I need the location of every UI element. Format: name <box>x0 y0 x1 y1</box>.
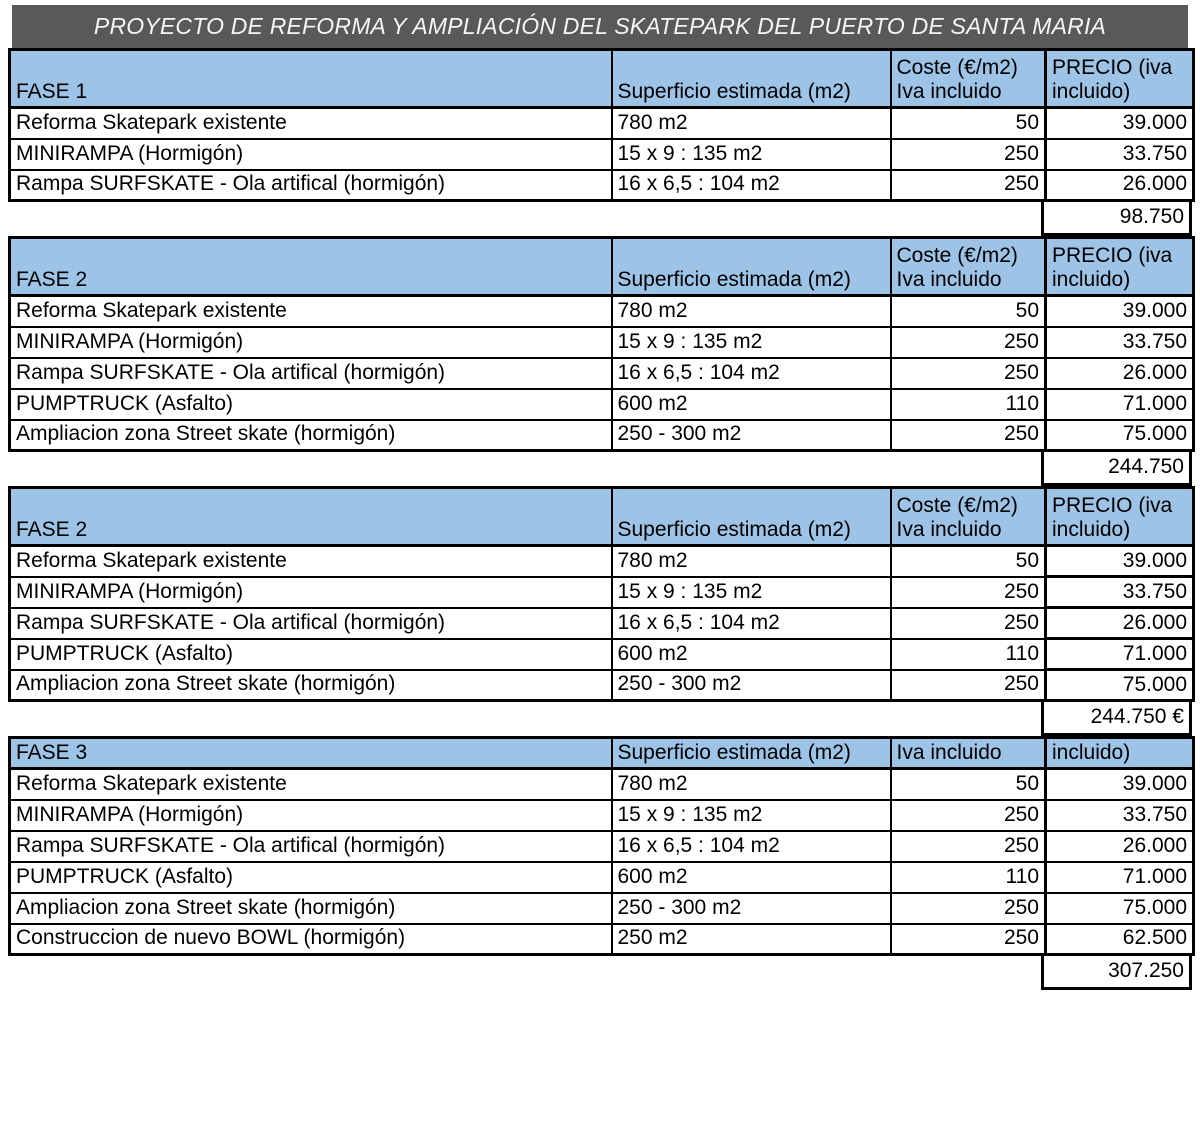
cell-superficie: 780 m2 <box>612 108 891 139</box>
header-precio: incluido) <box>1046 738 1194 769</box>
document-title: PROYECTO DE REFORMA Y AMPLIACIÓN DEL SKATEPARK DEL PUERTO DE SANTA MARIA <box>93 13 1107 39</box>
cell-precio: 33.750 <box>1046 327 1194 358</box>
cell-precio: 75.000 <box>1046 420 1194 451</box>
header-superficie: Superficio estimada (m2) <box>612 238 891 296</box>
table-row <box>10 862 1194 893</box>
table-row <box>10 831 1194 862</box>
cell-desc: Reforma Skatepark existente <box>10 769 612 800</box>
cell-coste: 250 <box>891 924 1046 955</box>
cell-superficie: 780 m2 <box>612 769 891 800</box>
fase1-table <box>8 48 1195 202</box>
cell-coste: 250 <box>891 170 1046 201</box>
fase2b-table <box>8 486 1195 702</box>
fase2-total: 244.750 <box>1041 452 1192 486</box>
cell-coste: 250 <box>891 420 1046 451</box>
cell-coste: 250 <box>891 577 1046 608</box>
table-row <box>10 327 1194 358</box>
cell-superficie: 600 m2 <box>612 862 891 893</box>
table-row <box>10 420 1194 451</box>
fase3-total-row <box>8 956 1192 990</box>
cell-desc: PUMPTRUCK (Asfalto) <box>10 389 612 420</box>
header-precio: PRECIO (iva incluido) <box>1046 238 1194 296</box>
cell-precio: 71.000 <box>1046 389 1194 420</box>
header-coste: Coste (€/m2) Iva incluido <box>891 50 1046 108</box>
fase2-table <box>8 236 1195 452</box>
cell-precio: 39.000 <box>1046 296 1194 327</box>
cell-desc: Ampliacion zona Street skate (hormigón) <box>10 420 612 451</box>
cell-superficie: 16 x 6,5 : 104 m2 <box>612 608 891 639</box>
table-row <box>10 577 1194 608</box>
cell-desc: Rampa SURFSKATE - Ola artifical (hormigón) <box>10 170 612 201</box>
table-row <box>10 800 1194 831</box>
table-row <box>10 546 1194 577</box>
cell-precio: 39.000 <box>1046 108 1194 139</box>
cell-superficie: 780 m2 <box>612 296 891 327</box>
cell-superficie: 780 m2 <box>612 546 891 577</box>
cell-coste: 250 <box>891 670 1046 701</box>
cell-precio: 26.000 <box>1046 358 1194 389</box>
table-header-row <box>10 238 1194 296</box>
cell-coste: 250 <box>891 800 1046 831</box>
cell-desc: Ampliacion zona Street skate (hormigón) <box>10 893 612 924</box>
cell-precio: 33.750 <box>1046 139 1194 170</box>
cell-precio: 62.500 <box>1046 924 1194 955</box>
fase1-total-row <box>8 202 1192 236</box>
cell-superficie: 16 x 6,5 : 104 m2 <box>612 358 891 389</box>
cell-coste: 250 <box>891 893 1046 924</box>
fase3-table <box>8 736 1195 956</box>
cell-precio: 75.000 <box>1046 670 1194 701</box>
cell-precio: 26.000 <box>1046 831 1194 862</box>
fase3-total: 307.250 <box>1041 956 1192 990</box>
cell-desc: Reforma Skatepark existente <box>10 296 612 327</box>
cell-desc: Rampa SURFSKATE - Ola artifical (hormigón) <box>10 608 612 639</box>
cell-precio: 71.000 <box>1046 639 1194 670</box>
cell-coste: 250 <box>891 327 1046 358</box>
table-row <box>10 139 1194 170</box>
table-row <box>10 296 1194 327</box>
cell-superficie: 600 m2 <box>612 389 891 420</box>
table-row <box>10 639 1194 670</box>
cell-superficie: 16 x 6,5 : 104 m2 <box>612 170 891 201</box>
document-title-bar <box>12 5 1188 48</box>
cell-superficie: 15 x 9 : 135 m2 <box>612 577 891 608</box>
cell-precio: 75.000 <box>1046 893 1194 924</box>
cell-coste: 50 <box>891 769 1046 800</box>
header-superficie: Superficio estimada (m2) <box>612 50 891 108</box>
fase2b-total: 244.750 € <box>1041 702 1192 736</box>
header-precio: PRECIO (iva incluido) <box>1046 488 1194 546</box>
cell-coste: 50 <box>891 296 1046 327</box>
header-coste: Coste (€/m2) Iva incluido <box>891 488 1046 546</box>
table-row <box>10 670 1194 701</box>
cell-precio: 26.000 <box>1046 170 1194 201</box>
cell-coste: 250 <box>891 358 1046 389</box>
table-header-row <box>10 488 1194 546</box>
cell-desc: Construccion de nuevo BOWL (hormigón) <box>10 924 612 955</box>
header-phase: FASE 1 <box>10 50 612 108</box>
cell-coste: 250 <box>891 608 1046 639</box>
cell-desc: MINIRAMPA (Hormigón) <box>10 139 612 170</box>
cell-coste: 50 <box>891 546 1046 577</box>
cell-desc: Rampa SURFSKATE - Ola artifical (hormigón) <box>10 358 612 389</box>
cell-superficie: 250 - 300 m2 <box>612 893 891 924</box>
table-header-row <box>10 50 1194 108</box>
header-phase: FASE 2 <box>10 488 612 546</box>
header-precio: PRECIO (iva incluido) <box>1046 50 1194 108</box>
fase1-total: 98.750 <box>1041 202 1192 236</box>
cell-desc: MINIRAMPA (Hormigón) <box>10 577 612 608</box>
cell-coste: 110 <box>891 862 1046 893</box>
table-row <box>10 108 1194 139</box>
header-phase: FASE 3 <box>10 738 612 769</box>
fase2b-total-row <box>8 702 1192 736</box>
cell-precio: 33.750 <box>1046 577 1194 608</box>
cell-superficie: 250 m2 <box>612 924 891 955</box>
cell-superficie: 250 - 300 m2 <box>612 670 891 701</box>
cell-coste: 250 <box>891 139 1046 170</box>
table-header-row <box>10 738 1194 769</box>
header-coste: Coste (€/m2) Iva incluido <box>891 238 1046 296</box>
table-row <box>10 893 1194 924</box>
table-row <box>10 389 1194 420</box>
cell-coste: 110 <box>891 389 1046 420</box>
cell-desc: MINIRAMPA (Hormigón) <box>10 327 612 358</box>
cell-desc: PUMPTRUCK (Asfalto) <box>10 862 612 893</box>
table-row <box>10 924 1194 955</box>
cell-superficie: 600 m2 <box>612 639 891 670</box>
cell-desc: Reforma Skatepark existente <box>10 546 612 577</box>
cell-superficie: 15 x 9 : 135 m2 <box>612 327 891 358</box>
header-superficie: Superficio estimada (m2) <box>612 488 891 546</box>
cell-precio: 71.000 <box>1046 862 1194 893</box>
cell-coste: 110 <box>891 639 1046 670</box>
table-row <box>10 608 1194 639</box>
cell-desc: PUMPTRUCK (Asfalto) <box>10 639 612 670</box>
cell-desc: Reforma Skatepark existente <box>10 108 612 139</box>
cell-precio: 39.000 <box>1046 546 1194 577</box>
cell-precio: 39.000 <box>1046 769 1194 800</box>
header-coste: Iva incluido <box>891 738 1046 769</box>
cell-desc: Rampa SURFSKATE - Ola artifical (hormigón) <box>10 831 612 862</box>
cell-desc: Ampliacion zona Street skate (hormigón) <box>10 670 612 701</box>
cell-superficie: 15 x 9 : 135 m2 <box>612 139 891 170</box>
cell-precio: 26.000 <box>1046 608 1194 639</box>
cell-superficie: 16 x 6,5 : 104 m2 <box>612 831 891 862</box>
table-row <box>10 170 1194 201</box>
header-superficie: Superficio estimada (m2) <box>612 738 891 769</box>
header-phase: FASE 2 <box>10 238 612 296</box>
cell-coste: 250 <box>891 831 1046 862</box>
cell-precio: 33.750 <box>1046 800 1194 831</box>
cell-superficie: 15 x 9 : 135 m2 <box>612 800 891 831</box>
fase2-total-row <box>8 452 1192 486</box>
cell-superficie: 250 - 300 m2 <box>612 420 891 451</box>
cell-desc: MINIRAMPA (Hormigón) <box>10 800 612 831</box>
cell-coste: 50 <box>891 108 1046 139</box>
table-row <box>10 769 1194 800</box>
table-row <box>10 358 1194 389</box>
